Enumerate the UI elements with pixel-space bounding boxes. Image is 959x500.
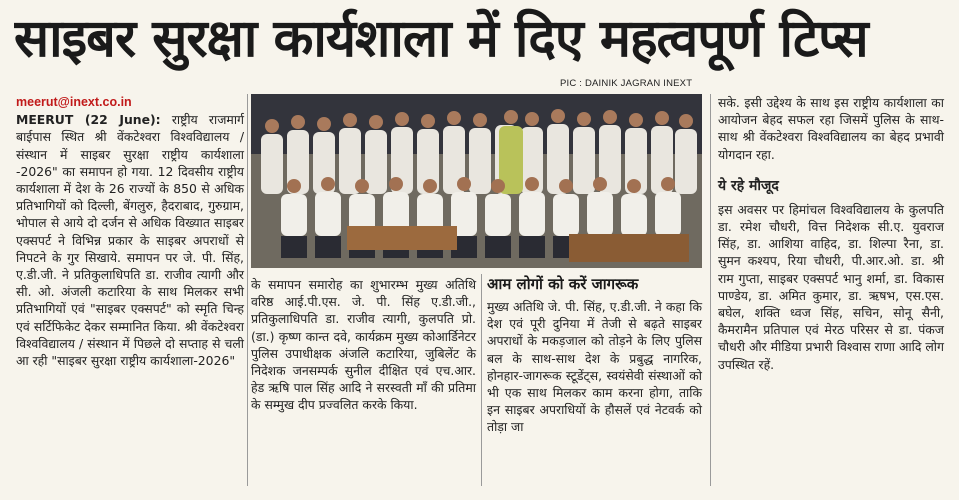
col1-body: राष्ट्रीय राजमार्ग बाईपास स्थित श्री वेंकटेश्वरा विश्वविद्यालय / संस्थान में साइबर सुरक्षा राष्ट्रीय कार्यशाला -2026" का समापन हो गया. 12 दिवसीय राष्ट्रीय कार्यशाला में देश के 26 राज्यों के 850 से अधिक प्रतिभागियों को दिल्ली, बेंगलुरु, हैदराबाद, गुरुग्राम, भोपाल से आये दो दर्जन से अधिक विख्यात साइबर एक्सपर्ट ने विभिन्न प्रकार के साइबर अपराधों से निपटने के गुर सिखाये. समापन पर जे. पी. सिंह, ए.डी.जी. ने प्रतिकुलाधिपति डा. राजीव त्यागी और सी. ओ. अंजली कटारिया के साथ मिलकर सभी प्रतिभागियों एवं "साइबर एक्सपर्ट" को स्मृति चिन्ह एवं सर्टिफिकेट देकर सम्मानित किया. श्री वेंकटेश्वरा विश्वविद्यालय / संस्थान में पिछले दो सप्ताह से चली आ रही "साइबर सुरक्षा राष्ट्रीय कार्यशाला-2026"	[16, 112, 244, 369]
col4-body2: इस अवसर पर हिमांचल विश्वविद्यालय के कुलपति डा. रमेश चौधरी, वित्त निदेशक सी.ए. युवराज सिंह, डा. आशिया वाहिद, डा. शिल्पा रैना, डा. सुमन कश्यप, रिया चौधरी, पी.आर.ओ. डा. श्री राम गुप्ता, साइबर एक्सपर्ट भानु शर्मा, डा. विकास पाण्डेय, डा. अमित कुमार, डा. ऋषभ, एस.एस. बघेल, शक्ति ध्वज सिंह, सचिन, सोनू सैनी, कैमरामैन प्रतिपाल एवं मेरठ परिसर से डा. पंकज चौधरी और मीडिया प्रभारी विश्वास राणा आदि लोग उपस्थित रहें.	[718, 201, 944, 372]
article-column-3	[487, 298, 702, 436]
col4-body: सके. इसी उद्देश्य के साथ इस राष्ट्रीय कार्यशाला का आयोजन बेहद सफल रहा जिसमें पुलिस के साथ-साथ श्री वेंकटेश्वरा विश्वविद्यालय का बेहद प्रभावी योगदान रहा.	[718, 95, 944, 162]
group-photo-image	[251, 94, 702, 268]
article-column-2	[251, 276, 476, 414]
column-divider	[481, 274, 482, 486]
group-photo	[251, 94, 702, 268]
article-column-4	[718, 94, 944, 373]
headline: साइबर सुरक्षा कार्यशाला में दिए महत्वपूर्ण टिप्स	[14, 9, 868, 69]
photo-credit: PIC : DAINIK JAGRAN INEXT	[560, 78, 693, 89]
article-column-1	[16, 94, 244, 369]
article-paragraph-1	[16, 111, 244, 369]
col2-body: के समापन समारोह का शुभारम्भ मुख्य अतिथि वरिष्ठ आई.पी.एस. जे. पी. सिंह ए.डी.जी., प्रतिकुलाधिपति डा. राजीव त्यागी, कुलपति प्रो. (डा.) कृष्ण कान्त दवे, कार्यक्रम मुख्य कोआर्डिनेटर पुलिस उपाधीक्षक अंजलि कटारिया, जुबिलेंट के निदेशक जनसम्पर्क सुनील दीक्षित एवं एच.आर. हेड ऋषि पाल सिंह आदि ने सरस्वती माँ की प्रतिमा के सम्मुख दीप प्रज्वलित करके किया.	[251, 277, 476, 413]
col3-body: मुख्य अतिथि जे. पी. सिंह, ए.डी.जी. ने कहा कि देश एवं पूरी दुनिया में तेजी से बढ़ते साइबर अपराधों के मकड़जाल को तोड़ने के लिए पुलिस बल के साथ-साथ देश के प्रबुद्ध नागरिक, होनहार-जागरूक स्टूडेंट्स, स्वयंसेवी संस्थाओं को भी एक साथ मिलकर काम करना होगा, ताकि इन साइबर अपराधियों के हौसलें एवं नेटवर्क को तोड़ा जा	[487, 299, 702, 435]
column-divider	[247, 94, 248, 486]
section-heading-attendees: ये रहे मौजूद	[718, 177, 779, 194]
section-heading-public-awareness: आम लोगों को करें जागरूक	[487, 275, 639, 293]
dateline: MEERUT (22 June):	[16, 112, 161, 128]
column-divider	[710, 94, 711, 486]
reporter-email: meerut@inext.co.in	[16, 95, 132, 109]
